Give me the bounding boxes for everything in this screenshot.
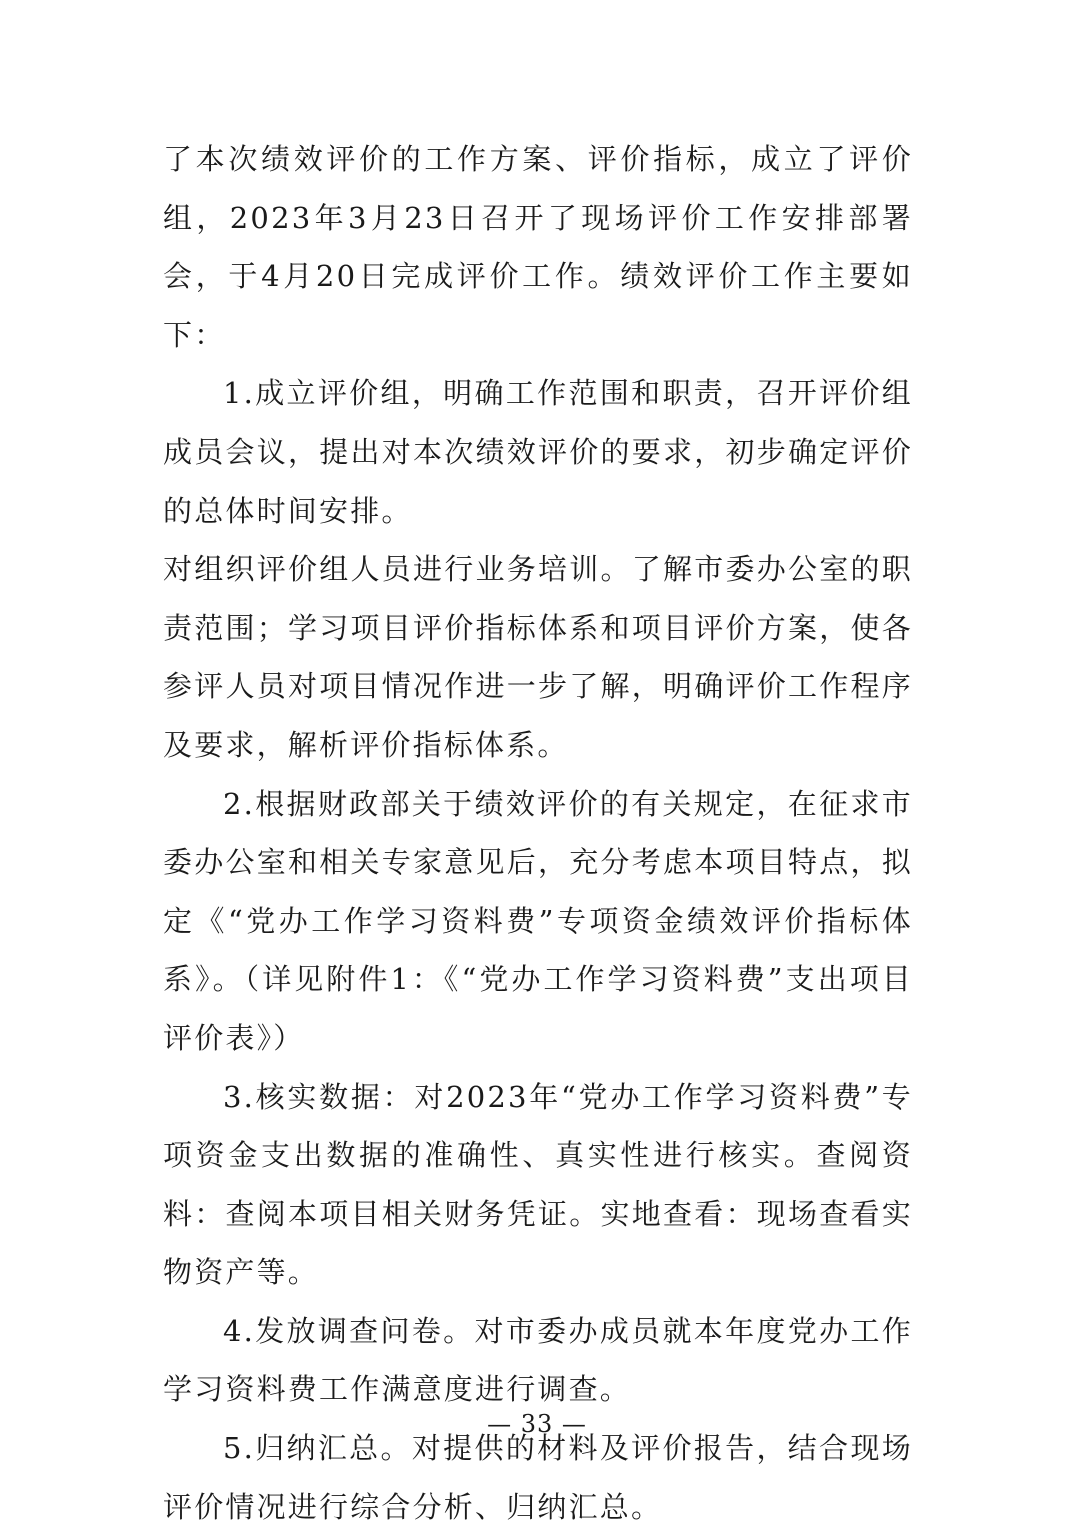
paragraph-training: 对组织评价组人员进行业务培训。了解市委办公室的职责范围；学习项目评价指标体系和项目评价方案，使各参评人员对项目情况作进一步了解，明确评价工作程序及要求，解析评价指标体系。 xyxy=(163,552,913,762)
paragraph-step-5: 5.归纳汇总。对提供的材料及评价报告，结合现场评价情况进行综合分析、归纳汇总。 xyxy=(163,1431,913,1524)
paragraph-step-4: 4.发放调查问卷。对市委办成员就本年度党办工作学习资料费工作满意度进行调查。 xyxy=(163,1313,913,1407)
body-text xyxy=(163,130,913,1536)
paragraph-continuation: 了本次绩效评价的工作方案、评价指标，成立了评价组，2023年3月23日召开了现场评价工作安排部署会，于4月20日完成评价工作。绩效评价工作主要如下： xyxy=(163,142,913,352)
paragraph-step-2: 2.根据财政部关于绩效评价的有关规定，在征求市委办公室和相关专家意见后，充分考虑本项目特点，拟定《“党办工作学习资料费”专项资金绩效评价指标体系》。（详见附件1：《“党办工作学习资料费”支出项目评价表》） xyxy=(163,786,913,1055)
page-number: — 33 — xyxy=(487,1410,587,1438)
paragraph-step-1: 1.成立评价组，明确工作范围和职责，召开评价组成员会议，提出对本次绩效评价的要求，初步确定评价的总体时间安排。 xyxy=(163,376,913,528)
paragraph-step-3: 3.核实数据：对2023年“党办工作学习资料费”专项资金支出数据的准确性、真实性进行核实。查阅资料：查阅本项目相关财务凭证。实地查看：现场查看实物资产等。 xyxy=(163,1079,913,1290)
